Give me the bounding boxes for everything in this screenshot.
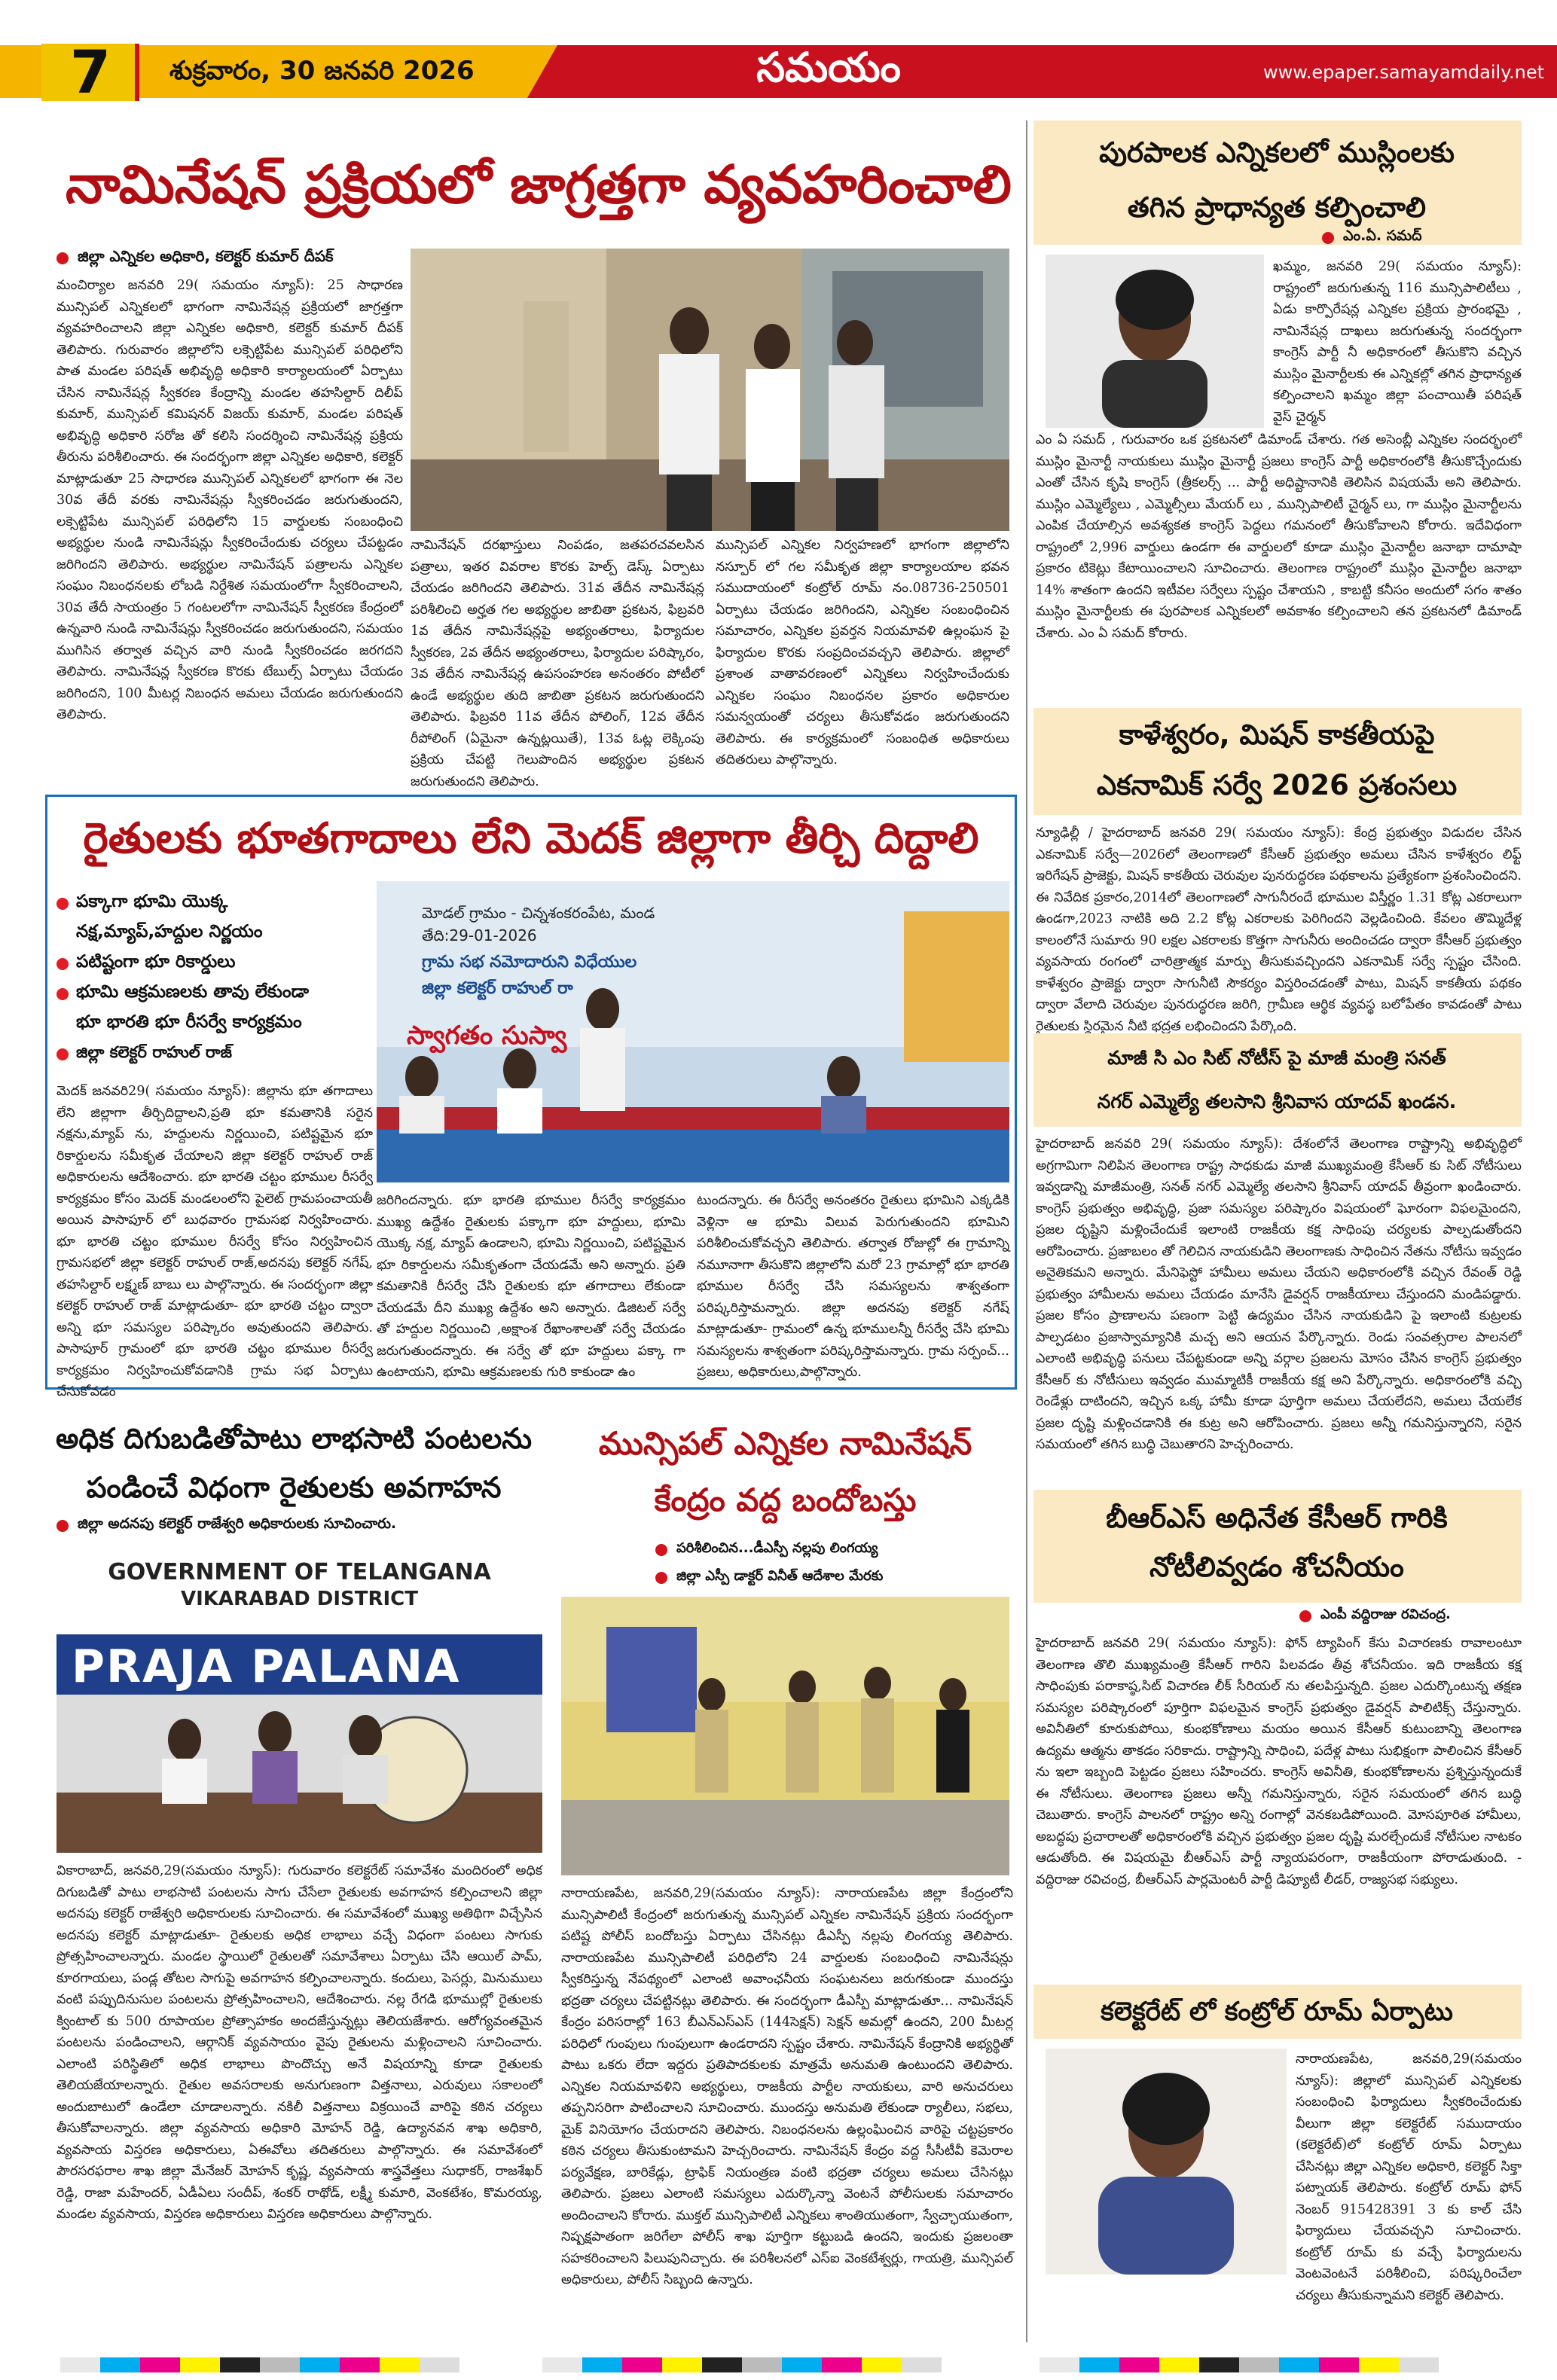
- page-number: 7: [69, 39, 111, 107]
- r2-headline-line2: ఎకనామిక్ సర్వే 2026 ప్రశంసలు: [1096, 769, 1458, 801]
- a4-headline-line1: మున్సిపల్ ఎన్నికల నామినేషన్: [598, 1425, 972, 1462]
- r4-headline-line2: నోటీలివ్వడం శోచనీయం: [1149, 1551, 1404, 1583]
- bullet-icon: [655, 1572, 667, 1584]
- r3-body: హైదరాబాద్ జనవరి 29( సమయం న్యూస్): దేశంలోనే తెలంగాణ రాష్ట్రాన్ని అభివృద్ధిలో అగ్రగామిగా నిలిపిన తెలంగాణ రాష్ట్ర సాధకుడు మాజీ ముఖ్యమంత్రి కేసీఆర్ కు సిట్ నోటీసులు ఇవ్వడాన్ని మాజీమంత్రి, సనత్ నగర్ ఎమ్మెల్యే తలసాని శ్రీనివాస్ యాదవ్ తీవ్రంగా ఖండించారు. కాంగ్రెస్ ప్రభుత్వం అభివృద్ధి, ప్రజా సమస్యల పరిష్కారం విషయంలో ఘోరంగా విఫలమైందని, ప్రజల దృష్టిని మళ్లించేందుకే ఇలాంటి రాజకీయ కక్ష సాధింపు చర్యలకు పాల్పడుతోందని ఆరోపించారు. ప్రజాబలం తో గెలిచిన నాయకుడిని తెలంగాణకు సాధించిన నేతను నోటీసు ఇవ్వడం అనైతికమని అన్నారు. మేనిఫెస్టో హామీలు అమలు చేయని అధికారంలోకి వచ్చిన రేవంత్ రెడ్డి ప్రభుత్వం హామీలను అమలు చేయడం మానేసి డైవర్షన్ రాజకీయాలు చేస్తుందని మండిపడ్డారు. ప్రజల కోసం ప్రాణాలను పణంగా పెట్టి ఉద్యమం చేసిన నాయకుడిని పై ఇలాంటి కుట్రలకు పాల్పడటం ప్రజాస్వామ్యానికి మచ్చ అని ఆయన పేర్కొన్నారు. రెండు సంవత్సరాల పాలనలో ఎలాంటి అభివృద్ధి పనులు చేపట్టకుండా అన్ని వర్గాల ప్రజలను మోసం చేసిన కాంగ్రెస్ ప్రభుత్వం కేసీఆర్ కు నోటీసులు ఇవ్వడం ముమ్మాటికీ రాజకీయ కక్ష అని పేర్కొన్నారు. అధికారంలోకి వచ్చి రెండేళ్లు దాటిందని, ఇచ్చిన ఒక్క హామీ కూడా పూర్తిగా అమలు చేయలేదని, అమలు చేయలేక ప్రజల దృష్టి మళ్లించడానికి ఈ కుట్ర అని ఆరోపించారు. ప్రజలు అన్నీ గమనిస్తున్నారని, సరైన సమయంలో తగిన బుద్ధి చెబుతారని హెచ్చరించారు.: [1036, 1137, 1522, 1452]
- r1-headline-line2: తగిన ప్రాధాన్యత కల్పించాలి: [1127, 191, 1427, 224]
- a3-body: వికారాబాద్, జనవరి,29(సమయం న్యూస్): గురువారం కలెక్టరేట్ సమావేశం మందిరంలో అధిక దిగుబడితో పాటు లాభసాటి పంటలను సాగు చేసేలా రైతులకు అవగాహన కల్పించాలని జిల్లా అదనపు కలెక్టర్ రాజేశ్వరి అధికారులకు సూచించారు. ఈ సమావేశంలో ముఖ్య అతిథిగా విచ్చేసిన అదనపు కలెక్టర్ మాట్లాడుతూ- రైతులకు అధిక లాభాలు వచ్చే విధంగా పంటలు సాగుకు ప్రోత్సహించాలన్నారు. మండల స్థాయిలో రైతులతో సమావేశాలు ఏర్పాటు చేసి ఆయిల్ పామ్, కూరగాయలు, పండ్ల తోటల సాగుపై అవగాహన కల్పించాలన్నారు. కందులు, పెసర్లు, మినుములు వంటి పప్పుదినుసుల పంటలను ప్రోత్సహించాలని, ఆదేశించారు. నల్ల రేగడి భూముల్లో రైతులకు క్వింటాల్ కు 500 రూపాయల ప్రోత్సాహకం అందజేస్తున్నట్లు తెలియజేశారు. ఆరోగ్యవంతమైన పంటలను పండించాలని, ఆర్గానిక్ వ్యవసాయం వైపు రైతులను మళ్లించాలని సూచించారు. ఎలాంటి పరిస్థితిలో అధిక లాభాలు పొందొచ్చు అనే విషయాన్ని కూడా రైతులకు తెలియజేయాలన్నారు. రైతుల అవసరాలకు అనుగుణంగా విత్తనాలు, ఎరువులు సకాలంలో అందుబాటులో ఉండేలా చూడాలన్నారు. నకిలీ విత్తనాలు విక్రయించే వారిపై కఠిన చర్యలు తీసుకోవాలన్నారు. జిల్లా వ్యవసాయ అధికారి మోహన్ రెడ్డి, ఉద్యానవన శాఖ అధికారి, వ్యవసాయ విస్తరణ అధికారులు, ఏఈవోలు తదితరులు పాల్గొన్నారు. ఈ సమావేశంలో పౌరసరఫరాల శాఖ జిల్లా మేనేజర్ మోహన్ కృష్ణ, వ్యవసాయ శాస్త్రవేత్తలు సుధాకర్, రాజశేఖర్ రెడ్డి, రాజా మహేందర్, ఏడీఏలు సందీప్, శంకర్ రాథోడ్, లక్ష్మీ కుమారి, వెంకటేశం, కొమరయ్య, మండల వ్యవసాయ, విస్తరణ అధికారులు విస్తరణ అధికారులు పాల్గొన్నారు.: [56, 1863, 542, 2222]
- sign-text-1: GOVERNMENT OF TELANGANA: [108, 1559, 491, 1585]
- r1-photo-portrait: [1046, 255, 1264, 428]
- r1-body: ఎం ఏ సమద్ , గురువారం ఒక ప్రకటనలో డిమాండ్ చేశారు. గత అసెంబ్లీ ఎన్నికల సందర్భంలో ముస్లిం మైనార్టీ నాయకులు ముస్లిం మైనార్టీ ప్రజలు కాంగ్రెస్ పార్టీ అధికారంలోకి తీసుకొచ్చేందుకు ఎంతో చేసిన కృషి కాంగ్రెస్ (త్రీకలర్స్ ... పార్టీ అధిష్టానానికి తెలిసిన విషయమే అని తెలిపారు. ముస్లిం ఎమ్మెల్యేలు , ఎమ్మెల్సీలు మేయర్ లు , మున్సిపాలిటీ చైర్మన్ లు, గా ముస్లిం మైనార్టీలను ఎంపిక చేయాల్సిన అవశ్యకత కాంగ్రెస్ పెద్దలు గమనంలో తీసుకోవాలని కోరారు. ఇదేవిధంగా రాష్ట్రంలో 2,996 వార్డులు ఉండగా ఈ వార్డులలో కూడా ముస్లిం మైనార్టీల జనాభా దామాషా ప్రకారం టికెట్లు కేటాయించాలని సూచించారు. తెలంగాణ రాష్ట్రంలో ముస్లిం మైనార్టీల జనాభా 14% శాతంగా ఉందని ఇటీవల సర్వేలు స్పష్టం చేశాయని , కాబట్టి కనీసం అందులో సగం శాతం ముస్లిం మైనార్టీలకు ఈ పురపాలక ఎన్నికలలో అవకాశం కల్పించాలని తన ప్రకటనలో డిమాండ్ చేశారు. ఎం ఏ సమద్ కోరారు.: [1036, 432, 1522, 641]
- bullet-icon: [56, 958, 69, 970]
- bullet-icon: [1322, 232, 1334, 244]
- a2-bullet: నక్ష,మ్యాప్,హద్దుల నిర్ణయం: [76, 922, 263, 941]
- a1-col2: నామినేషన్ దరఖాస్తులు నింపడం, జతపరచవలసిన పత్రాలు, ఇతర వివరాల కొరకు హెల్ప్ డెస్క్ ఏర్పాటు చేయడం జరిగిందని తెలిపారు. 31వ తేదీన నామినేషన్ల పరిశీలించి అర్హత గల అభ్యర్థుల జాబితా ప్రకటన, ఫిబ్రవరి 1వ తేదీన నామినేషన్లపై అభ్యంతరాలు, ఫిర్యాదుల స్వీకరణ, 2వ తేదీన అభ్యంతరాలు, ఫిర్యాదుల పరిష్కారం, 3వ తేదీన నామినేషన్ల ఉపసంహరణ అనంతరం పోటీలో ఉండే అభ్యర్థుల తుది జాబితా ప్రకటన జరుగుతుందని తెలిపారు. ఫిబ్రవరి 11వ తేదీన పోలింగ్, 12వ తేదీన రీపోలింగ్ (ఏమైనా ఉన్నట్లయితే), 13వ ఓట్ల లెక్కింపు ప్రక్రియ చేపట్టి గెలుపొందిన అభ్యర్థుల ప్రకటన జరుగుతుందని తెలిపారు.: [411, 538, 704, 789]
- banner-text-2: తేది:29-01-2026: [422, 926, 537, 944]
- r5-body: నారాయణపేట, జనవరి,29(సమయం న్యూస్): జిల్లాలో మున్సిపల్ ఎన్నికలకు సంబంధించి ఫిర్యాదులు స్వీకరించేందుకు వీలుగా జిల్లా కలెక్టరేట్ సముదాయం (కలెక్టరేట్)లో కంట్రోల్ రూమ్ ఏర్పాటు చేసినట్లు జిల్లా ఎన్నికల అధికారి, కలెక్టర్ సిక్తా పట్నాయక్ తెలిపారు. కంట్రోల్ రూమ్ ఫోన్ నెంబర్ 915428391 3 కు కాల్ చేసి ఫిర్యాదులు చేయవచ్చని సూచించారు. కంట్రోల్ రూమ్ కు వచ్చే ఫిర్యాదులను వెంటవెంటనే పరిశీలించి, పరిష్కరించేలా చర్యలు తీసుకున్నామని కలెక్టర్ తెలిపారు.: [1296, 2052, 1522, 2303]
- a4-headline-line2: కేంద్రం వద్ద బందోబస్తు: [654, 1481, 917, 1518]
- a2-bullet: పటిష్టంగా భూ రికార్డులు: [56, 949, 373, 979]
- bullet-icon: [56, 252, 69, 264]
- a2-bullets: [56, 889, 373, 1069]
- r3-headline-line2: నగర్ ఎమ్మెల్యే తలసాని శ్రీనివాస యాదవ్ ఖండన.: [1097, 1091, 1457, 1112]
- a2-bullet: భూమి ఆక్రమణలకు తావు లేకుండా: [56, 979, 373, 1009]
- header-bar: [0, 0, 1557, 105]
- a4-byline-2: జిల్లా ఎస్పీ డాక్టర్ వినీత్ ఆదేశాల మేరకు: [655, 1568, 1009, 1587]
- a3-headline-line2: పండించే విధంగా రైతులకు అవగాహన: [86, 1471, 502, 1504]
- r4-byline: ఎంపీ వద్దిరాజు రవిచంద్ర.: [1299, 1606, 1518, 1625]
- bullet-icon: [56, 898, 69, 910]
- banner-text-1: మోడల్ గ్రామం - చిన్నశంకరంపేట, మండ: [422, 904, 655, 922]
- masthead-title: సమయం: [756, 44, 901, 91]
- a1-byline: [56, 247, 403, 269]
- r2-body: న్యూఢిల్లీ / హైదరాబాద్ జనవరి 29( సమయం న్యూస్): కేంద్ర ప్రభుత్వం విడుదల చేసిన ఎకనామిక్ సర్వే—2026లో తెలంగాణలో కేసీఆర్ ప్రభుత్వం అమలు చేసిన కాళేశ్వరం లిఫ్ట్ ఇరిగేషన్ ప్రాజెక్టు, మిషన్ కాకతీయ చెరువుల పునరుద్ధరణ పథకాలను ప్రత్యేకంగా ప్రశంసించిందని. ఈ నివేదిక ప్రకారం,2014లో తెలంగాణలో సాగునీరందే భూముల విస్తీర్ణం 1.31 కోట్ల ఎకరాలుగా ఉండగా,2023 నాటికి అది 2.2 కోట్ల ఎకరాలకు పెరిగిందని వెల్లడించింది. కేవలం తొమ్మిదేళ్ల కాలంలోనే సుమారు 90 లక్షల ఎకరాలకు కొత్తగా సాగునీరు అందించడం ద్వారా కేసీఆర్ ప్రభుత్వం వ్యవసాయ రంగంలో చారిత్రాత్మక మార్పు తీసుకువచ్చిందని ఎకనామిక్ సర్వే స్పష్టం చేసింది. కాళేశ్వరం ప్రాజెక్టు ద్వారా సాగునీటి సౌకర్యం విస్తరించడంతో పాటు, మిషన్ కాకతీయ పథకం ద్వారా వేలాది చెరువుల పునరుద్ధరణ జరిగి, గ్రామీణ ఆర్థిక వ్యవస్థ బలోపేతం కావడంతో పాటు రైతులకు స్థిరమైన నీటి భద్రత లభించిందని పేర్కొంది.: [1036, 825, 1522, 1034]
- banner-text-4: జిల్లా కలెక్టర్ రాహుల్ రా: [422, 979, 573, 998]
- r3-headline-line1: మాజీ సి ఎం సిట్ నోటీస్ పై మాజీ మంత్రి సనత్: [1107, 1047, 1446, 1069]
- bullet-icon: [1299, 1610, 1311, 1622]
- column-divider: [1026, 121, 1027, 2342]
- a3-photo-meeting: [56, 1544, 542, 1853]
- bullet-icon: [56, 1048, 69, 1060]
- a1-col1: మంచిర్యాల జనవరి 29( సమయం న్యూస్): 25 సాధారణ మున్సిపల్ ఎన్నికలలో భాగంగా నామినేషన్ల ప్రక్రియలో జాగ్రత్తగా వ్యవహరించాలని జిల్లా ఎన్నికల అధికారి, కలెక్టర్ కుమార్ దీపక్ తెలిపారు. గురువారం జిల్లాలోని లక్సెట్టిపేట మున్సిపల్ పరిధిలోని పాత మండల పరిషత్ అభివృద్ధి అధికారి కార్యాలయంలో ఏర్పాటు చేసిన నామినేషన్ల స్వీకరణ కేంద్రాన్ని మండల తహసిల్దార్ దిలీప్ కుమార్, మున్సిపల్ కమిషనర్ విజయ్ కుమార్, మండల పరిషత్ అభివృద్ధి అధికారి సరోజ తో కలిసి సందర్శించి నామినేషన్ల ప్రక్రియ తీరును పరిశీలించారు. ఈ సందర్భంగా జిల్లా ఎన్నికల అధికారి, కలెక్టర్ మాట్లాడుతూ 25 సాధారణ మున్సిపల్ ఎన్నికలలో భాగంగా ఈ నెల 30వ తేదీ వరకు నామినేషన్లు స్వీకరించడం జరుగుతుందని, లక్సెట్టిపేట మున్సిపల్ పరిధిలోని 15 వార్డులకు సంబంధించి అభ్యర్థుల నుండి నామినేషన్లు స్వీకరించేందుకు చర్యలు చేపట్టడం జరిగిందని తెలిపారు. అభ్యర్థుల నామినేషన్ పత్రాలను ఎన్నికల సంఘం నిబంధనలకు లోబడి నిర్దేశిత సమయంలోగా స్వీకరించాలని, 30వ తేదీ సాయంత్రం 5 గంటలలోగా నామినేషన్ స్వీకరణ కేంద్రంలో ఉన్నవారి నుండి నామినేషన్లు స్వీకరించడం జరుగుతుందని, సమయం ముగిసిన తర్వాత వచ్చిన వారి నుండి స్వీకరించడం జరగదని తెలిపారు. నామినేషన్ల స్వీకరణ కొరకు టేబుల్స్ ఏర్పాటు చేయడం జరిగిందని, 100 మీటర్ల నిబంధన అమలు చేయడం జరుగుతుందని తెలిపారు.: [56, 278, 403, 722]
- issue-date: శుక్రవారం, 30 జనవరి 2026: [169, 56, 475, 86]
- a1-col3: మున్సిపల్ ఎన్నికల నిర్వహణలో భాగంగా జిల్లాలోని నస్పూర్ లో గల సమీకృత జిల్లా కార్యాలయాల భవన సముదాయంలో కంట్రోల్ రూమ్ నం.08736-250501 ఏర్పాటు చేయడం జరిగిందని, ఎన్నికల సంబంధించిన సమాచారం, ఎన్నికల ప్రవర్తన నియమావళి ఉల్లంఘన పై ఫిర్యాదుల కొరకు సంప్రదించవచ్చని తెలిపారు. జిల్లాలో ప్రశాంత వాతావరణంలో ఎన్నికలు నిర్వహించేందుకు ఎన్నికల సంఘం నిబంధనల ప్రకారం అధికారుల సమన్వయంతో చర్యలు తీసుకోవడం జరుగుతుందని తెలిపారు. ఈ కార్యక్రమంలో సంబంధిత అధికారులు తదితరులు పాల్గొన్నారు.: [716, 538, 1009, 767]
- a2-col2: జరిగిందన్నారు. భూ భారతి భూముల రీసర్వే కార్యక్రమం ముఖ్య ఉద్దేశం రైతులకు పక్కాగా భూ హద్దులు, భూమి యొక్క నక్ష, మ్యాప్ ఉండాలని, భూమి నిర్ణయించి, పటిష్టమైన భూ రికార్డులను సమీకృతంగా చేయడమే అని అన్నారు. ప్రతి కమతానికి రీసర్వే చేసి రైతులకు భూ తగాదాలు లేకుండా చేయడమే దీని ముఖ్య ఉద్దేశం అని అన్నారు. డిజిటల్ సర్వే తో హద్దుల నిర్ణయించి ,అక్షాంశ రేఖాంశాలతో సర్వే చేయడం జరుగుతుందన్నారు. ఈ సర్వే తో భూ హద్దులు పక్కా గా ఉంటాయని, భూమి ఆక్రమణలకు గురి కాకుండా ఉం: [377, 1193, 685, 1380]
- a2-col3: టుందన్నారు. ఈ రీసర్వే అనంతరం రైతులు భూమిని ఎక్కడికి వెళ్లినా ఆ భూమి విలువ పెరుగుతుందని భూమిని పరిశీలించుకోవచ్చని తెలిపారు. తర్వాత రోజుల్లో ఈ గ్రామాన్ని నమూనాగా తీసుకొని జిల్లాలోని మరో 23 గ్రామాల్లో భూ భారతి భూముల రీసర్వే చేసి సమస్యలను శాశ్వతంగా పరిష్కరిస్తామన్నారు. జిల్లా అదనపు కలెక్టర్ నగేష్ మాట్లాడుతూ- గ్రామంలో ఉన్న భూములన్నీ రీసర్వే చేసి భూమి సమస్యలను శాశ్వతంగా పరిష్కరిస్తామన్నారు. గ్రామ సర్పంచ్... ప్రజలు, అధికారులు,పాల్గొన్నారు.: [697, 1193, 1009, 1380]
- a1-headline: నామినేషన్ ప్రక్రియలో జాగ్రత్తగా వ్యవహరించాలి: [66, 154, 1012, 215]
- epaper-url[interactable]: www.epaper.samayamdaily.net: [1263, 62, 1544, 83]
- r4-headline-line1: బీఆర్ఎస్ అధినేత కేసీఆర్ గారికి: [1106, 1502, 1448, 1534]
- a2-col1: మెదక్ జనవరి29( సమయం న్యూస్): జిల్లాను భూ తగాదాలు లేని జిల్లాగా తీర్చిదిద్దాలని,ప్రతి భూ కమతానికి సరైన నక్షను,మ్యాప్ ను, హద్దులను నిర్ణయించి, పటిష్టమైన భూ రికార్డులను సమీకృత చేయాలని జిల్లా కలెక్టర్ రాహుల్ రాజ్ అధికారులను ఆదేశించారు. భూ భారతి చట్టం భూముల రీసర్వే కార్యక్రమం కోసం మెదక్ మండలంలోని పైలెట్ గ్రామపంచాయతీ అయిన పాసాపూర్ లో బుధవారం గ్రామసభ నిర్వహించారు. భూ భారతి చట్టం భూముల రీసర్వే కోసం నిర్వహించిన గ్రామసభలో జిల్లా కలెక్టర్ రాహుల్ రాజ్,అదనపు కలెక్టర్ నగేష్, తహసిల్దార్ లక్ష్మణ్ బాబు లు పాల్గొన్నారు. ఈ సందర్భంగా జిల్లా కలెక్టర్ రాహుల్ రాజ్ మాట్లాడుతూ- భూ భారతి చట్టం ద్వారా అన్ని భూ సమస్యల పరిష్కారం అవుతుందని తెలిపారు. పాసాపూర్ గ్రామంలో భూ భారతి చట్టం భూముల రీసర్వే కార్యక్రమం నిర్వహించుకోవడానికి గ్రామ సభ ఏర్పాటు చేసుకోవడం: [56, 1084, 373, 1399]
- a2-bullet: పక్కాగా భూమి యొక్క: [56, 889, 373, 919]
- r2-headline-line1: కాళేశ్వరం, మిషన్ కాకతీయపై: [1119, 719, 1435, 751]
- a4-photo-police: [561, 1597, 1009, 1875]
- a3-byline: [56, 1515, 546, 1536]
- bullet-icon: [56, 1520, 69, 1532]
- a2-photo-gramasabha: [377, 881, 1009, 1182]
- banner-text-5: స్వాగతం సుస్వా: [407, 1021, 567, 1051]
- r5-photo-collector: [1046, 2049, 1287, 2275]
- sign-text-3: PRAJA PALANA: [72, 1640, 461, 1693]
- footer-color-bar: [0, 2354, 1557, 2376]
- a2-bullet: భూ భారతి భూ రీసర్వే కార్యక్రమం: [76, 1012, 302, 1032]
- a3-byline-text: జిల్లా అదనపు కలెక్టర్ రాజేశ్వరి అధికారులకు సూచించారు.: [78, 1515, 397, 1532]
- banner-text-3: గ్రామ సభ నమోదారుని విధేయుల: [422, 953, 637, 972]
- a3-headline-line1: అధిక దిగుబడితోపాటు లాభసాటి పంటలను: [56, 1422, 532, 1455]
- a4-byline-1: పరిశీలించిన...డీఎస్పీ నల్లపు లింగయ్య: [655, 1540, 1009, 1559]
- r1-headline-line1: పురపాలక ఎన్నికలలో ముస్లింలకు: [1099, 136, 1455, 169]
- bullet-icon: [655, 1544, 667, 1556]
- r1-byline: ఎం.ఏ. సమద్: [1322, 227, 1518, 248]
- a1-photo-inspection: [411, 249, 1009, 531]
- sign-text-2: VIKARABAD DISTRICT: [180, 1588, 418, 1610]
- a2-headline: రైతులకు భూతగాదాలు లేని మెదక్ జిల్లాగా తీర్చి దిద్దాలి: [83, 814, 979, 863]
- a2-bullet: జిల్లా కలెక్టర్ రాహుల్ రాజ్: [56, 1039, 373, 1069]
- a1-byline-text: జిల్లా ఎన్నికల అధికారి, కలెక్టర్ కుమార్ దీపక్: [78, 247, 334, 265]
- r1-side: ఖమ్మం, జనవరి 29( సమయం న్యూస్): రాష్ట్రంలో జరుగుతున్న 116 మున్సిపాలిటీలు , ఏడు కార్పొరేషన్ల ఎన్నికల ప్రక్రియ ప్రారంభమై , నామినేషన్ల దాఖలు జరుగుతున్న సందర్భంగా కాంగ్రెస్ పార్టీ నీ అధికారంలో తీసుకొని వచ్చిన ముస్లిం మైనార్టీలకు ఈ ఎన్నికల్లో తగిన ప్రాధాన్యత కల్పించాలని ఖమ్మం జిల్లా పంచాయితీ పరిషత్ వైస్ చైర్మన్: [1273, 259, 1522, 425]
- a4-body: నారాయణపేట, జనవరి,29(సమయం న్యూస్): నారాయణపేట జిల్లా కేంద్రంలోని మున్సిపాలిటీ కేంద్రంలో జరుగుతున్న మున్సిపల్ ఎన్నికల నామినేషన్ ప్రక్రియ సందర్భంగా పటిష్ట పోలీస్ బందోబస్తు ఏర్పాటు చేసినట్లు డీఎస్పీ నల్లపు లింగయ్య తెలిపారు. నారాయణపేట మున్సిపాలిటీ పరిధిలోని 24 వార్డులకు సంబంధించి నామినేషన్లు స్వీకరిస్తున్న నేపథ్యంలో ఎలాంటి అవాంఛనీయ సంఘటనలు జరుగకుండా ముందస్తు భద్రతా చర్యలు చేపట్టినట్లు తెలిపారు. ఈ సందర్భంగా డీఎస్పీ మాట్లాడుతూ... నామినేషన్ కేంద్రం పరిసరాల్లో 163 బీఎన్ఎస్ఎస్ (144సెక్షన్) సెక్షన్ అమల్లో ఉందని, 200 మీటర్ల పరిధిలో గుంపులు గుంపులుగా ఉండరాదని స్పష్టం చేశారు. నామినేషన్ కేంద్రానికి అభ్యర్థితో పాటు ఒకరు లేదా ఇద్దరు ప్రతిపాదకులకు మాత్రమే అనుమతి ఉంటుందని తెలిపారు. ఎన్నికల నియమావళిని అభ్యర్థులు, రాజకీయ పార్టీల నాయకులు, వారి అనుచరులు తప్పనిసరిగా పాటించాలని సూచించారు. ముందస్తు అనుమతి లేకుండా ర్యాలీలు, సభలు, మైక్ వినియోగం చేయరాదని తెలిపారు. నిబంధనలను ఉల్లంఘించిన వారిపై చట్టప్రకారం కఠిన చర్యలు తీసుకుంటామని హెచ్చరించారు. నామినేషన్ కేంద్రం వద్ద సీసీటీవీ కెమెరాల పర్యవేక్షణ, బారికేడ్లు, ట్రాఫిక్ నియంత్రణ వంటి భద్రతా చర్యలు అమలు చేసినట్లు తెలిపారు. ప్రజలు ఎలాంటి సమస్యలు ఎదుర్కొన్నా వెంటనే పోలీసులకు సమాచారం అందించాలని కోరారు. ముక్తల్ మున్సిపాలిటీ ఎన్నికలు శాంతియుతంగా, స్వేచ్ఛాయుతంగా, నిష్పక్షపాతంగా జరిగేలా పోలీస్ శాఖ పూర్తిగా కట్టుబడి ఉందని, ఇందుకు ప్రజలంతా సహకరించాలని పిలుపునిచ్చారు. ఈ పరిశీలనలో ఎస్ఐ వెంకటేశ్వర్లు, గాయత్రి, మున్సిపల్ అధికారులు, పోలీస్ సిబ్బంది ఉన్నారు.: [561, 1886, 1013, 2287]
- bullet-icon: [56, 988, 69, 1000]
- r5-headline: కలెక్టరేట్ లో కంట్రోల్ రూమ్ ఏర్పాటు: [1101, 1997, 1453, 2027]
- r4-body: హైదరాబాద్ జనవరి 29( సమయం న్యూస్): ఫోన్ ట్యాపింగ్ కేసు విచారణకు రావాలంటూ తెలంగాణ తొలి ముఖ్యమంత్రి కేసీఆర్ గారిని పిలవడం తీవ్ర శోచనీయం. ఇది రాజకీయ కక్ష సాధింపుకు పరాకాష్ఠ,సిట్ విచారణ లీక్ సీరియల్ ను తలపిస్తున్నది. ప్రజల ఎదుర్కొంటున్న తక్షణ సమస్యల పరిష్కారంలో పూర్తిగా విఫలమైన కాంగ్రెస్ ప్రభుత్వం డైవర్షన్ పాలిటిక్స్ చేస్తున్నారు. అవినీతిలో కూరుకుపోయి, కుంభకోణాలు మయం అయిన కేసీఆర్ కుటుంబాన్ని తెలంగాణ ఉద్యమ ఆత్మను తాకడం సరికాదు. రాష్ట్రాన్ని సాధించి, పదేళ్ల పాటు సుభిక్షంగా పాలించిన కేసీఆర్ ను ఇలా ఇబ్బంది పెట్టడం ప్రజలు సహించరు. కాంగ్రెస్ అవినీతి, కుంభకోణాలను ప్రశ్నిస్తున్నందుకే ఈ నోటీసులు. తెలంగాణ ప్రజలు అన్నీ గమనిస్తున్నారు, సరైన సమయంలో తగిన బుద్ధి చెబుతారు. కాంగ్రెస్ పాలనలో రాష్ట్రం అన్ని రంగాల్లో వెనకబడిపోయింది. మోసపూరిత హామీలు, అబద్ధపు ప్రచారాలతో అధికారంలోకి వచ్చిన ప్రభుత్వం ప్రజల దృష్టి మరల్చేందుకే నోటీసుల నాటకం ఆడుతోంది. ఈ విషయమై బీఆర్ఎస్ పార్టీ న్యాయపరంగా, రాజకీయంగా పోరాడుతుంది. - వద్దిరాజు రవిచంద్ర, బీఆర్ఎస్ పార్లమెంటరీ పార్టీ డిప్యూటీ లీడర్, రాజ్యసభ సభ్యులు.: [1036, 1636, 1522, 1887]
